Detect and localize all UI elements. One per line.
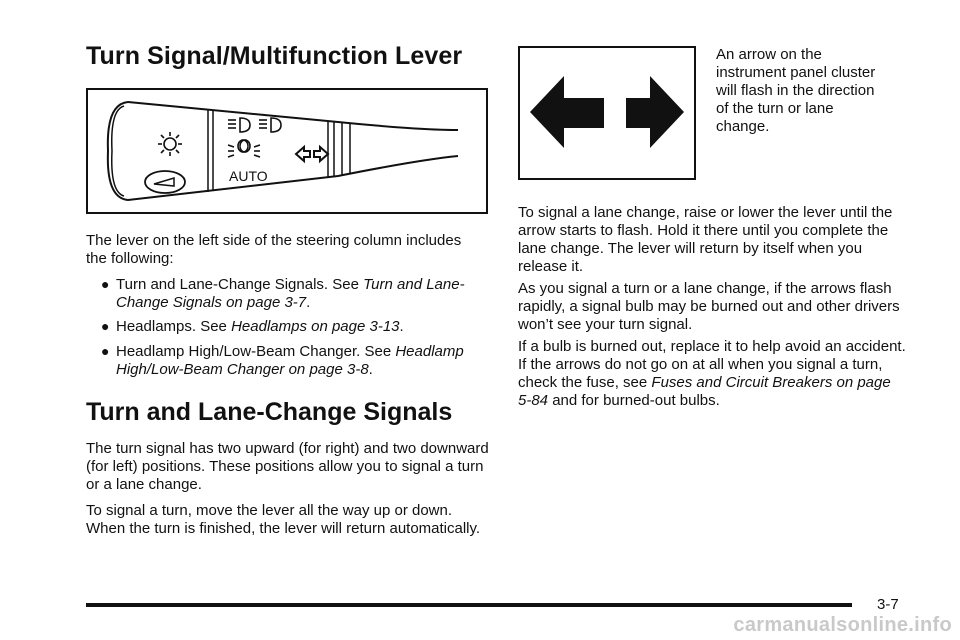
arrow-caption: An arrow on the instrument panel cluster will flash in the direction of the turn or lane change.	[716, 46, 876, 135]
turn-arrows-drawing	[520, 48, 694, 178]
list-item: ● Headlamps. See Headlamps on page 3-13.	[101, 318, 404, 335]
paragraph: To signal a lane change, raise or lower the lever until the arrow starts to flash. Hold it there until you complete the lane change. The lever will return by itself when you release it.	[518, 204, 893, 275]
section-title: Turn and Lane-Change Signals	[86, 398, 453, 426]
intro-paragraph: The lever on the left side of the steering column includes the following:	[86, 232, 462, 267]
watermark: carmanualsonline.info	[733, 614, 952, 636]
lever-illustration	[86, 88, 488, 214]
turn-signal-icon	[296, 147, 328, 161]
paragraph: As you signal a turn or a lane change, if the arrows flash rapidly, a signal bulb may be burned out and other drivers won’t see your turn signal.	[518, 280, 900, 333]
left-arrow-icon	[530, 76, 604, 148]
cross-reference-link[interactable]: Headlamp High/Low-Beam Changer on page 3-8	[116, 343, 464, 378]
paragraph: If a bulb is burned out, replace it to help avoid an accident. If the arrows do not go on at all when you signal a turn, check the fuse, see Fuses and Circuit Breakers on page 5-84 and for burned-out bulbs.	[518, 338, 906, 409]
light-sun-icon	[158, 132, 182, 156]
turn-arrows-illustration	[518, 46, 696, 180]
list-item: ● Headlamp High/Low-Beam Changer. See Headlamp High/Low-Beam Changer on page 3-8.	[101, 343, 464, 378]
footer-rule	[86, 603, 852, 607]
paragraph: To signal a turn, move the lever all the way up or down. When the turn is finished, the lever will return automatically.	[86, 502, 481, 537]
cross-reference-link[interactable]: Headlamps on page 3-13	[231, 318, 400, 335]
cross-reference-link[interactable]: Fuses and Circuit Breakers on page 5-84	[518, 374, 891, 409]
auto-label: AUTO	[229, 168, 268, 184]
page-number: 3-7	[877, 596, 899, 613]
list-item: ● Turn and Lane-Change Signals. See Turn and Lane-Change Signals on page 3-7.	[101, 276, 465, 311]
parking-lamp-icon	[228, 140, 260, 157]
paragraph: The turn signal has two upward (for right) and two downward (for left) positions. These positions allow you to signal a turn or a lane change.	[86, 440, 489, 493]
page-title: Turn Signal/Multifunction Lever	[86, 42, 463, 70]
right-arrow-icon	[626, 76, 684, 148]
cross-reference-link[interactable]: Turn and Lane-Change Signals on page 3-7	[116, 276, 465, 311]
lever-drawing	[88, 90, 486, 212]
high-beam-icon	[228, 118, 281, 132]
